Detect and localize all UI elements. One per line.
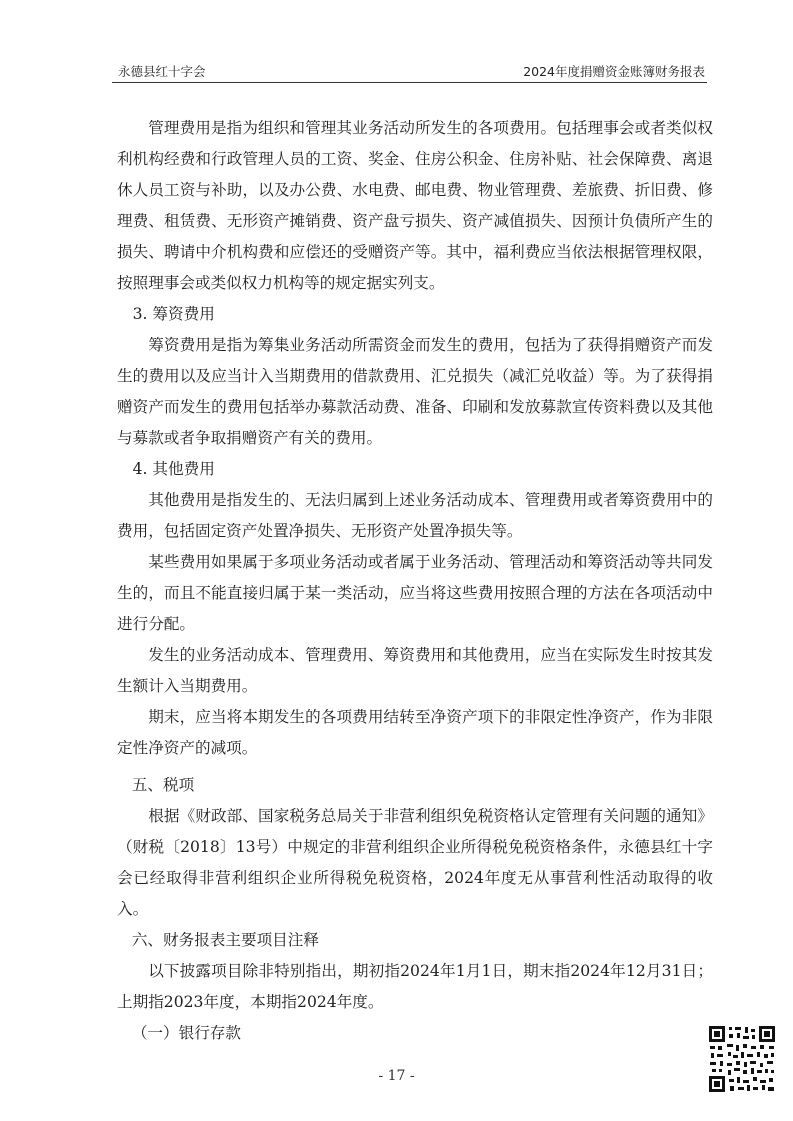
- paragraph-period-end: 期末，应当将本期发生的各项费用结转至净资产项下的非限定性净资产，作为非限定性净资产的减项。: [117, 708, 713, 757]
- paragraph-expense-recognition: 发生的业务活动成本、管理费用、筹资费用和其他费用，应当在实际发生时按其发生额计入当期费用。: [117, 646, 713, 695]
- header-org: 永德县红十字会: [118, 64, 206, 79]
- page-header: [112, 60, 707, 83]
- document-body: [117, 113, 713, 1049]
- paragraph-period-definition: 以下披露项目除非特别指出，期初指2024年1月1日，期末指2024年12月31日；上期指2023年度，本期指2024年度。: [117, 962, 713, 1011]
- heading-notes: 六、财务报表主要项目注释: [131, 931, 319, 949]
- heading-other-expense: 4. 其他费用: [132, 460, 215, 478]
- heading-fundraising-expense: 3. 筹资费用: [132, 305, 215, 323]
- qr-code-icon: [707, 1024, 777, 1094]
- paragraph-expense-allocation: 某些费用如果属于多项业务活动或者属于业务活动、管理活动和筹资活动等共同发生的，而且不能直接归属于某一类活动，应当将这些费用按照合理的方法在各项活动中进行分配。: [117, 553, 713, 633]
- paragraph-tax: 根据《财政部、国家税务总局关于非营利组织免税资格认定管理有关问题的通知》（财税〔2018〕13号）中规定的非营利组织企业所得税免税资格条件，永德县红十字会已经取得非营利组织企业所得税免税资格，2024年度无从事营利性活动取得的收入。: [117, 807, 713, 918]
- heading-bank-deposit: （一）银行存款: [131, 1024, 241, 1042]
- paragraph-other-expense: 其他费用是指发生的、无法归属到上述业务活动成本、管理费用或者筹资费用中的费用，包括固定资产处置净损失、无形资产处置净损失等。: [117, 491, 713, 540]
- paragraph-fundraising-expense: 筹资费用是指为筹集业务活动所需资金而发生的费用，包括为了获得捐赠资产而发生的费用以及应当计入当期费用的借款费用、汇兑损失（减汇兑收益）等。为了获得捐赠资产而发生的费用包括举办募款活动费、准备、印刷和发放募款宣传资料费以及其他与募款或者争取捐赠资产有关的费用。: [117, 336, 713, 447]
- paragraph-admin-expense: 管理费用是指为组织和管理其业务活动所发生的各项费用。包括理事会或者类似权利机构经费和行政管理人员的工资、奖金、住房公积金、住房补贴、社会保障费、离退休人员工资与补助，以及办公费、水电费、邮电费、物业管理费、差旅费、折旧费、修理费、租赁费、无形资产摊销费、资产盘亏损失、资产减值损失、因预计负债所产生的损失、聘请中介机构费和应偿还的受赠资产等。其中，福利费应当依法根据管理权限，按照理事会或类似权力机构等的规定据实列支。: [117, 119, 713, 292]
- header-report-title: 2024年度捐赠资金账簿财务报表: [523, 64, 705, 79]
- heading-tax: 五、税项: [131, 776, 195, 794]
- page-number: - 17 -: [378, 1068, 415, 1084]
